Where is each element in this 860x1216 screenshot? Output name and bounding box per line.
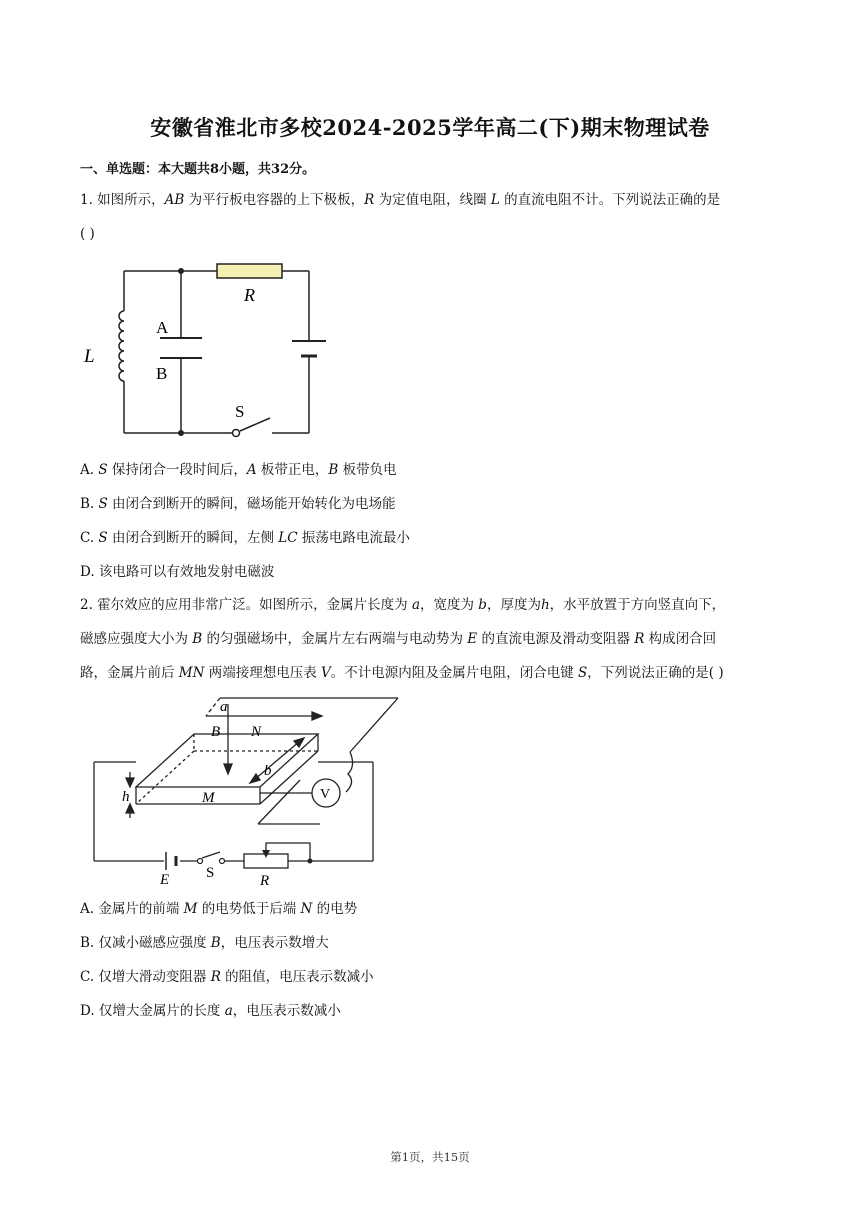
q2-label-v: V [320, 787, 331, 802]
q1-stem-line-1: 1. 如图所示，𝐴𝐵 为平行板电容器的上下极板，𝑅 为定值电阻，线圈 𝐿 的直流电阻不计。下列说法正确的是 [80, 192, 721, 208]
q1-label-r: R [244, 285, 255, 305]
q2-label-r: R [260, 873, 270, 889]
q2-label-a: a [220, 699, 228, 715]
q1-option-a: A. 𝑆 保持闭合一段时间后，𝐴 板带正电，𝐵 板带负电 [80, 462, 397, 478]
q2-label-h: h [122, 789, 130, 805]
q2-stem-line-1: 2. 霍尔效应的应用非常广泛。如图所示，金属片长度为 𝑎，宽度为 𝑏，厚度为ℎ，水平放置于方向竖直向下， [80, 597, 726, 613]
q1-label-b: B [156, 364, 168, 383]
q2-option-b: B. 仅减小磁感应强度 𝐵，电压表示数增大 [80, 935, 329, 951]
q2-label-n: N [251, 724, 262, 740]
q1-option-c: C. 𝑆 由闭合到断开的瞬间，左侧 𝐿𝐶 振荡电路电流最小 [80, 530, 410, 546]
q2-option-c: C. 仅增大滑动变阻器 𝑅 的阻值，电压表示数减小 [80, 969, 374, 985]
q1-stem-line-2: ( ) [80, 226, 95, 242]
q1-label-s: S [235, 402, 245, 421]
q1-option-b: B. 𝑆 由闭合到断开的瞬间，磁场能开始转化为电场能 [80, 496, 396, 512]
q2-option-a: A. 金属片的前端 𝑀 的电势低于后端 𝑁 的电势 [80, 901, 358, 917]
q2-label-b-field: B [211, 724, 221, 740]
q1-label-a: A [156, 318, 169, 337]
q2-option-d: D. 仅增大金属片的长度 𝑎，电压表示数减小 [80, 1003, 341, 1019]
q2-label-s: S [206, 865, 215, 881]
q2-stem-line-2: 磁感应强度大小为 𝐵 的匀强磁场中，金属片左右两端与电动势为 𝐸 的直流电源及滑动变阻器 𝑅 构成闭合回 [80, 631, 717, 647]
page-title: 安徽省淮北市多校2024-2025学年高二(下)期末物理试卷 [150, 115, 710, 140]
section-heading: 一、单选题：本大题共8小题，共32分。 [80, 162, 316, 177]
q1-label-l: L [84, 346, 95, 367]
q2-label-e: E [160, 872, 170, 888]
q1-option-d: D. 该电路可以有效地发射电磁波 [80, 564, 275, 580]
q2-label-m: M [202, 790, 215, 806]
q2-hall-effect-figure [80, 692, 410, 890]
q1-lc-circuit-figure [80, 255, 340, 445]
q2-stem-line-3: 路，金属片前后 𝑀𝑁 两端接理想电压表 𝑉。不计电源内阻及金属片电阻，闭合电键 𝑆，下列说法正确的是( ) [80, 665, 724, 681]
page-footer: 第1页，共15页 [390, 1150, 470, 1164]
q2-label-b-width: b [264, 763, 272, 779]
